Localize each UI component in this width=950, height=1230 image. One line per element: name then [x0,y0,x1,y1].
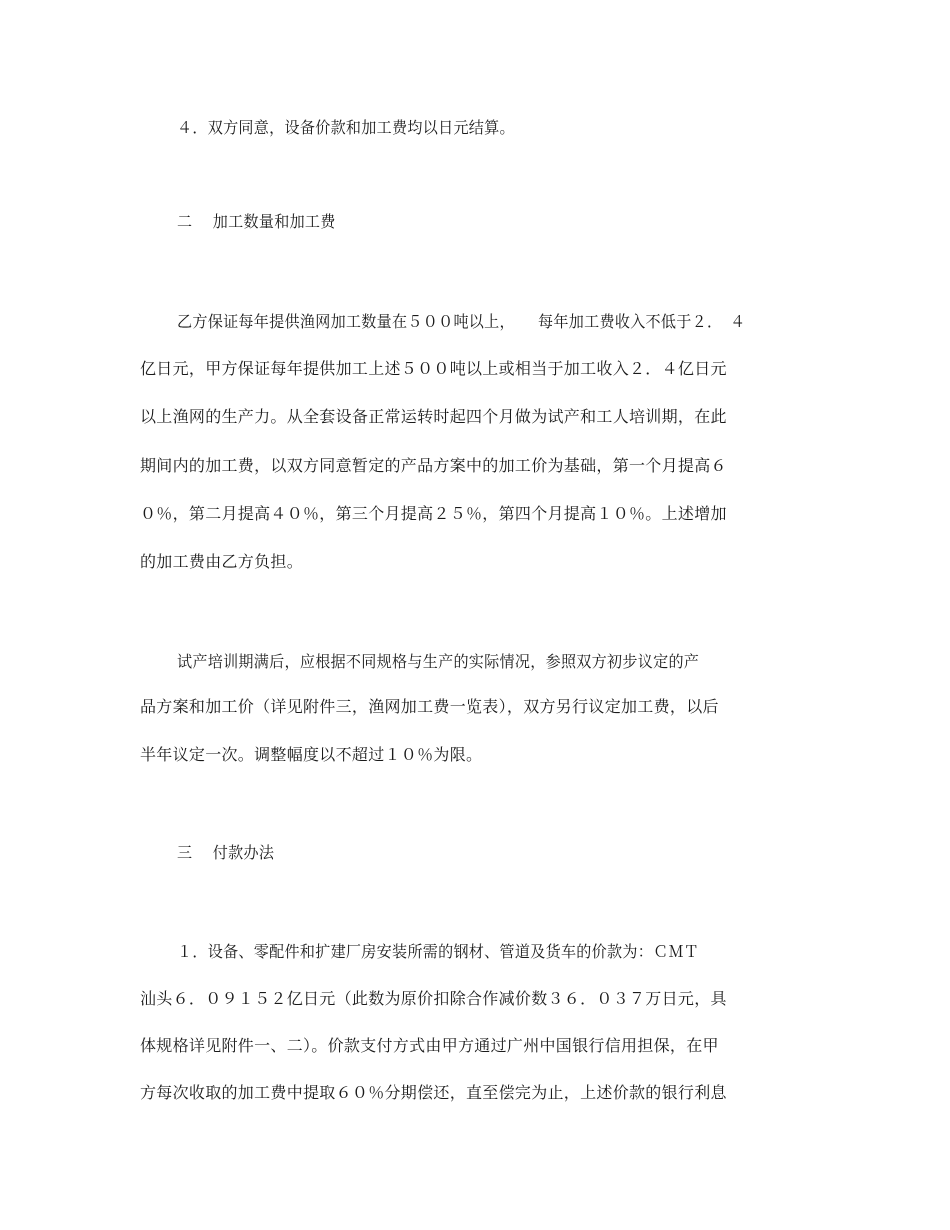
section-2-para1-line6: 的加工费由乙方负担。 [140,552,304,571]
section-3-para1-line1: １．设备、零配件和扩建厂房安装所需的钢材、管道及货车的价款为：ＣＭＴ [177,942,700,961]
section-3-para1-line2: 汕头６．０９１５２亿日元（此数为原价扣除合作减价数３６．０３７万日元，具 [140,989,727,1008]
section-2-para1-line5: ０％，第二月提高４０％，第三个月提高２５％，第四个月提高１０％。上述增加 [140,504,727,523]
section-3-para1-line4: 方每次收取的加工费中提取６０％分期偿还，直至偿完为止，上述价款的银行利息 [140,1083,727,1102]
section-3-para1-line3: 体规格详见附件一、二）。价款支付方式由甲方通过广州中国银行信用担保，在甲 [140,1036,719,1055]
section-2-para2-line3: 半年议定一次。调整幅度以不超过１０％为限。 [140,745,483,764]
section-2-para1-line4: 期间内的加工费，以双方同意暂定的产品方案中的加工价为基础，第一个月提高６ [140,456,727,475]
section-3-heading: 三 付款办法 [177,843,275,862]
item-4-text: ４．双方同意，设备价款和加工费均以日元结算。 [177,118,515,137]
section-2-para1-line3: 以上渔网的生产力。从全套设备正常运转时起四个月做为试产和工人培训期，在此 [140,407,727,426]
section-2-para1-line1: 乙方保证每年提供渔网加工数量在５００吨以上， 每年加工费收入不低于２． ４ [177,312,746,331]
section-2-para2-line2: 品方案和加工价（详见附件三，渔网加工费一览表），双方另行议定加工费，以后 [140,697,719,716]
section-2-heading: 二 加工数量和加工费 [177,212,336,231]
section-2-para2-line1: 试产培训期满后，应根据不同规格与生产的实际情况，参照双方初步议定的产 [177,652,700,671]
section-2-para1-line2: 亿日元，甲方保证每年提供加工上述５００吨以上或相当于加工收入２．４亿日元 [140,359,727,378]
